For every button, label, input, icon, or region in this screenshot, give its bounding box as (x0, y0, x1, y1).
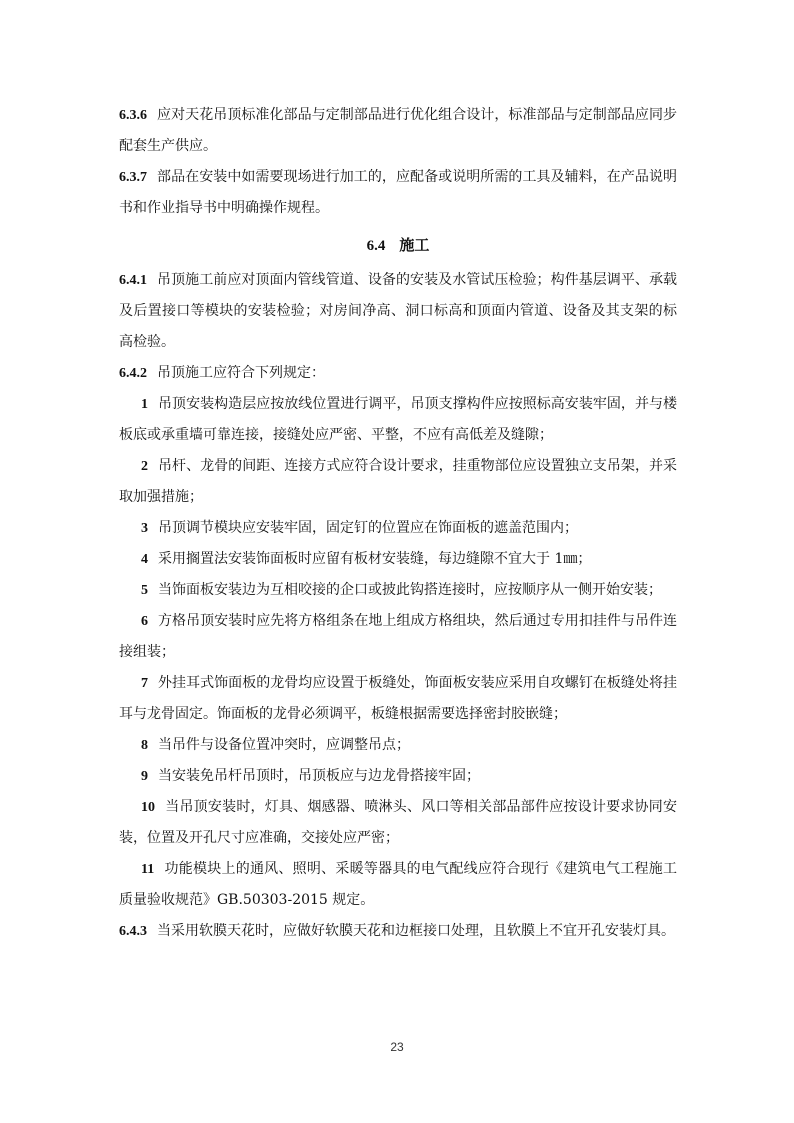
item-number: 6 (141, 614, 148, 629)
clause-text: 当采用软膜天花时，应做好软膜天花和边框接口处理，且软膜上不宜开孔安装灯具。 (157, 923, 675, 939)
clause-number: 6.3.6 (119, 108, 147, 123)
clause-text: 应对天花吊顶标准化部品与定制部品进行优化组合设计，标准部品与定制部品应同步配套生产供应。 (119, 107, 677, 154)
clause-6-4-2 (119, 358, 677, 389)
item-text: 当吊顶安装时，灯具、烟感器、喷淋头、风口等相关部品部件应按设计要求协同安装，位置及开孔尺寸应准确，交接处应严密； (119, 799, 677, 846)
item-text: 外挂耳式饰面板的龙骨均应设置于板缝处，饰面板安装应采用自攻螺钉在板缝处将挂耳与龙骨固定。饰面板的龙骨必须调平，板缝根据需要选择密封胶嵌缝； (119, 675, 677, 722)
document-body (119, 100, 677, 947)
list-item (119, 730, 677, 761)
clause-6-4-3 (119, 916, 677, 947)
list-item (119, 575, 677, 606)
clause-number: 6.3.7 (119, 170, 147, 185)
section-title: 施工 (399, 236, 430, 254)
item-text: 吊顶调节模块应安装牢固，固定钉的位置应在饰面板的遮盖范围内； (158, 520, 578, 536)
list-item (119, 544, 677, 575)
list-item (119, 389, 677, 451)
item-text: 功能模块上的通风、照明、采暖等器具的电气配线应符合现行《建筑电气工程施工质量验收规范》GB.50303-2015 规定。 (119, 861, 677, 908)
clause-6-3-7 (119, 162, 677, 224)
section-heading (119, 228, 677, 263)
item-number: 5 (141, 583, 148, 598)
item-number: 8 (141, 738, 148, 753)
item-text: 采用搁置法安装饰面板时应留有板材安装缝，每边缝隙不宜大于 1㎜； (158, 551, 592, 567)
list-item (119, 668, 677, 730)
item-text: 吊杆、龙骨的间距、连接方式应符合设计要求，挂重物部位应设置独立支吊架，并采取加强措施； (119, 458, 677, 505)
list-item (119, 854, 677, 916)
clause-text: 吊顶施工前应对顶面内管线管道、设备的安装及水管试压检验；构件基层调平、承载及后置接口等模块的安装检验；对房间净高、洞口标高和顶面内管道、设备及其支架的标高检验。 (119, 272, 677, 350)
page-number: 23 (390, 1040, 404, 1054)
clause-6-4-1 (119, 265, 677, 358)
clause-number: 6.4.1 (119, 273, 147, 288)
item-number: 1 (141, 397, 148, 412)
item-text: 方格吊顶安装时应先将方格组条在地上组成方格组块，然后通过专用扣挂件与吊件连接组装； (119, 613, 677, 660)
item-text: 吊顶安装构造层应按放线位置进行调平，吊顶支撑构件应按照标高安装牢固，并与楼板底或承重墙可靠连接，接缝处应严密、平整，不应有高低差及缝隙； (119, 396, 677, 443)
item-number: 10 (141, 800, 155, 815)
list-item (119, 513, 677, 544)
clause-number: 6.4.2 (119, 366, 147, 381)
item-number: 7 (141, 676, 148, 691)
list-item (119, 451, 677, 513)
clause-6-3-6 (119, 100, 677, 162)
item-text: 当饰面板安装边为互相咬接的企口或披此钩搭连接时，应按顺序从一侧开始安装； (158, 582, 662, 598)
item-number: 11 (141, 862, 155, 877)
item-number: 4 (141, 552, 148, 567)
clause-number: 6.4.3 (119, 924, 147, 939)
item-number: 3 (141, 521, 148, 536)
item-number: 9 (141, 769, 148, 784)
clause-text: 部品在安装中如需要现场进行加工的，应配备或说明所需的工具及辅料，在产品说明书和作业指导书中明确操作规程。 (119, 169, 677, 216)
list-item (119, 606, 677, 668)
item-number: 2 (141, 459, 148, 474)
clause-text: 吊顶施工应符合下列规定： (157, 365, 325, 381)
list-item (119, 792, 677, 854)
section-number: 6.4 (366, 238, 386, 254)
item-text: 当安装免吊杆吊顶时，吊顶板应与边龙骨搭接牢固； (158, 768, 480, 784)
item-text: 当吊件与设备位置冲突时，应调整吊点； (158, 737, 410, 753)
list-item (119, 761, 677, 792)
